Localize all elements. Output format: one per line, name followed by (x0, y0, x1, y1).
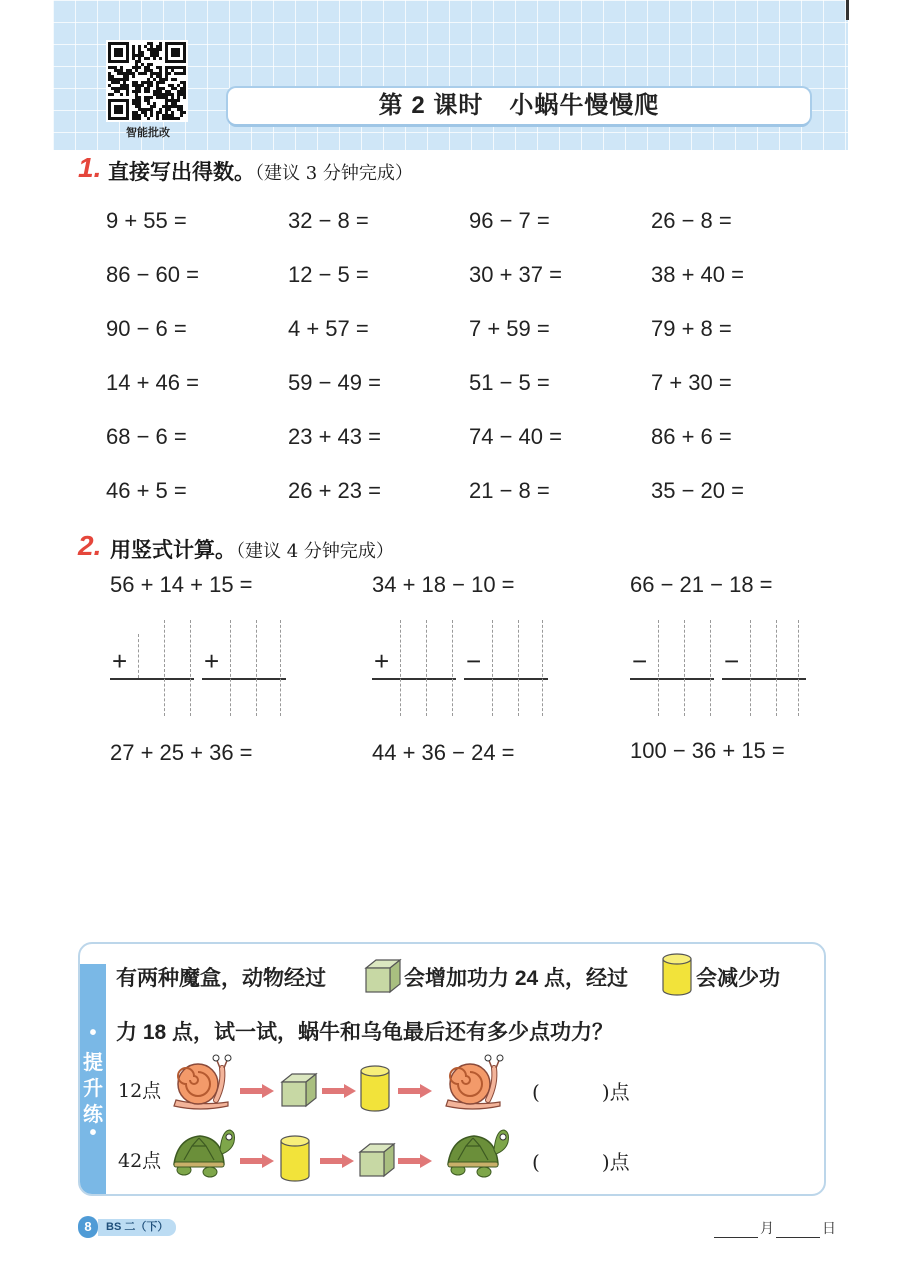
vertical-problem: 100 − 36 + 15 = (630, 738, 785, 763)
tab-char: 练 (83, 1104, 103, 1126)
tab-char: 提 (83, 1052, 103, 1074)
snail-icon (170, 1054, 234, 1114)
column-guide (750, 620, 751, 716)
arrow-right-icon (322, 1084, 356, 1098)
column-guide (400, 620, 401, 716)
turtle-icon (444, 1120, 510, 1182)
arrow-right-icon (240, 1154, 274, 1168)
answer-open-paren: ( (532, 1080, 540, 1104)
snail-answer-blank[interactable] (532, 1076, 630, 1105)
arrow-right-icon (398, 1084, 432, 1098)
column-guide (164, 620, 165, 716)
result-line (464, 678, 548, 680)
oral-question: 26 + 23 = (288, 478, 381, 503)
lesson-number: 第 2 课时 (378, 92, 484, 119)
column-guide (492, 620, 493, 716)
oral-question: 4 + 57 = (288, 316, 369, 341)
lesson-title-bar (228, 88, 810, 124)
oral-question: 74 − 40 = (469, 424, 562, 449)
section1-heading (108, 156, 413, 186)
column-guide (452, 620, 453, 716)
oral-question: 14 + 46 = (106, 370, 199, 395)
tab-dot: • (89, 1022, 97, 1044)
challenge-text-a: 有两种魔盒，动物经过 (116, 967, 326, 990)
section2-heading (110, 534, 394, 564)
cube-icon (356, 1140, 396, 1180)
oral-question: 21 − 8 = (469, 478, 550, 503)
oral-question: 32 − 8 = (288, 208, 369, 233)
vertical-scaffold[interactable] (630, 620, 810, 720)
column-guide (518, 620, 519, 716)
month-label: 月 (760, 1220, 774, 1236)
oral-question: 35 − 20 = (651, 478, 744, 503)
vertical-problem: 27 + 25 + 36 = (110, 740, 253, 765)
qr-caption: 智能批改 (126, 127, 170, 139)
oral-question: 79 + 8 = (651, 316, 732, 341)
vertical-scaffold[interactable] (110, 620, 290, 720)
answer-close-paren: )点 (601, 1080, 630, 1104)
day-label: 日 (822, 1220, 836, 1236)
column-guide (542, 620, 543, 716)
operator-sign: + (374, 646, 390, 676)
arrow-right-icon (320, 1154, 354, 1168)
oral-question: 26 − 8 = (651, 208, 732, 233)
snail-start-label: 12点 (118, 1080, 162, 1102)
section1-hint: （建议 3 分钟完成） (255, 163, 413, 184)
section2-number: 2. (78, 530, 102, 561)
turtle-start-label: 42点 (118, 1150, 162, 1172)
oral-question: 23 + 43 = (288, 424, 381, 449)
operator-sign: + (204, 646, 220, 676)
cylinder-icon (660, 952, 694, 998)
column-guide (280, 620, 281, 716)
section2-instruction: 用竖式计算。 (110, 539, 236, 562)
challenge-text-c: 会减少功 (696, 967, 780, 990)
oral-question: 7 + 30 = (651, 370, 732, 395)
section1-number: 1. (78, 152, 102, 183)
page-number: 8 (78, 1216, 98, 1238)
column-guide (190, 620, 191, 716)
day-blank[interactable] (776, 1224, 820, 1238)
oral-question: 96 − 7 = (469, 208, 550, 233)
column-guide (138, 634, 139, 678)
column-guide (426, 620, 427, 716)
date-fill-line[interactable] (712, 1218, 836, 1238)
answer-close-paren: )点 (601, 1150, 630, 1174)
oral-question: 86 − 60 = (106, 262, 199, 287)
column-guide (256, 620, 257, 716)
lesson-title: 小蜗牛慢慢爬 (509, 92, 660, 119)
section1-instruction: 直接写出得数。 (108, 161, 255, 184)
column-guide (684, 620, 685, 716)
section2-hint: （建议 4 分钟完成） (236, 541, 394, 562)
cylinder-icon (358, 1064, 392, 1114)
result-line (372, 678, 456, 680)
column-guide (710, 620, 711, 716)
challenge-text-line2: 力 18 点，试一试，蜗牛和乌龟最后还有多少点功力？ (116, 1021, 614, 1044)
arrow-right-icon (398, 1154, 432, 1168)
turtle-icon (170, 1120, 236, 1182)
answer-open-paren: ( (532, 1150, 540, 1174)
oral-question: 30 + 37 = (469, 262, 562, 287)
operator-sign: − (466, 646, 482, 676)
snail-icon (442, 1054, 506, 1114)
vertical-problem: 44 + 36 − 24 = (372, 740, 515, 765)
qr-code[interactable] (106, 40, 188, 122)
result-line (202, 678, 286, 680)
challenge-tab (80, 964, 106, 1196)
arrow-right-icon (240, 1084, 274, 1098)
vertical-problem: 34 + 18 − 10 = (372, 572, 515, 597)
tab-char: 升 (83, 1078, 103, 1100)
vertical-problem: 56 + 14 + 15 = (110, 572, 253, 597)
result-line (630, 678, 714, 680)
operator-sign: + (112, 646, 128, 676)
result-line (722, 678, 806, 680)
oral-question: 86 + 6 = (651, 424, 732, 449)
cylinder-icon (278, 1134, 312, 1184)
month-blank[interactable] (714, 1224, 758, 1238)
oral-question: 51 − 5 = (469, 370, 550, 395)
oral-question: 46 + 5 = (106, 478, 187, 503)
page-edge-mark (846, 0, 849, 20)
result-line (110, 678, 194, 680)
oral-question: 38 + 40 = (651, 262, 744, 287)
column-guide (798, 620, 799, 716)
oral-question: 7 + 59 = (469, 316, 550, 341)
cube-icon (278, 1070, 318, 1110)
oral-question: 90 − 6 = (106, 316, 187, 341)
challenge-box (78, 942, 826, 1196)
book-code: BS 二（下） (98, 1219, 176, 1236)
oral-question: 68 − 6 = (106, 424, 187, 449)
vertical-scaffold[interactable] (372, 620, 552, 720)
column-guide (776, 620, 777, 716)
column-guide (658, 620, 659, 716)
challenge-text-b: 会增加功力 24 点，经过 (404, 967, 629, 990)
oral-question: 9 + 55 = (106, 208, 187, 233)
oral-question: 12 − 5 = (288, 262, 369, 287)
oral-question: 59 − 49 = (288, 370, 381, 395)
column-guide (230, 620, 231, 716)
turtle-answer-blank[interactable] (532, 1146, 630, 1175)
operator-sign: − (632, 646, 648, 676)
vertical-problem: 66 − 21 − 18 = (630, 572, 773, 597)
tab-dot: • (89, 1122, 97, 1144)
cube-icon (362, 956, 402, 996)
operator-sign: − (724, 646, 740, 676)
